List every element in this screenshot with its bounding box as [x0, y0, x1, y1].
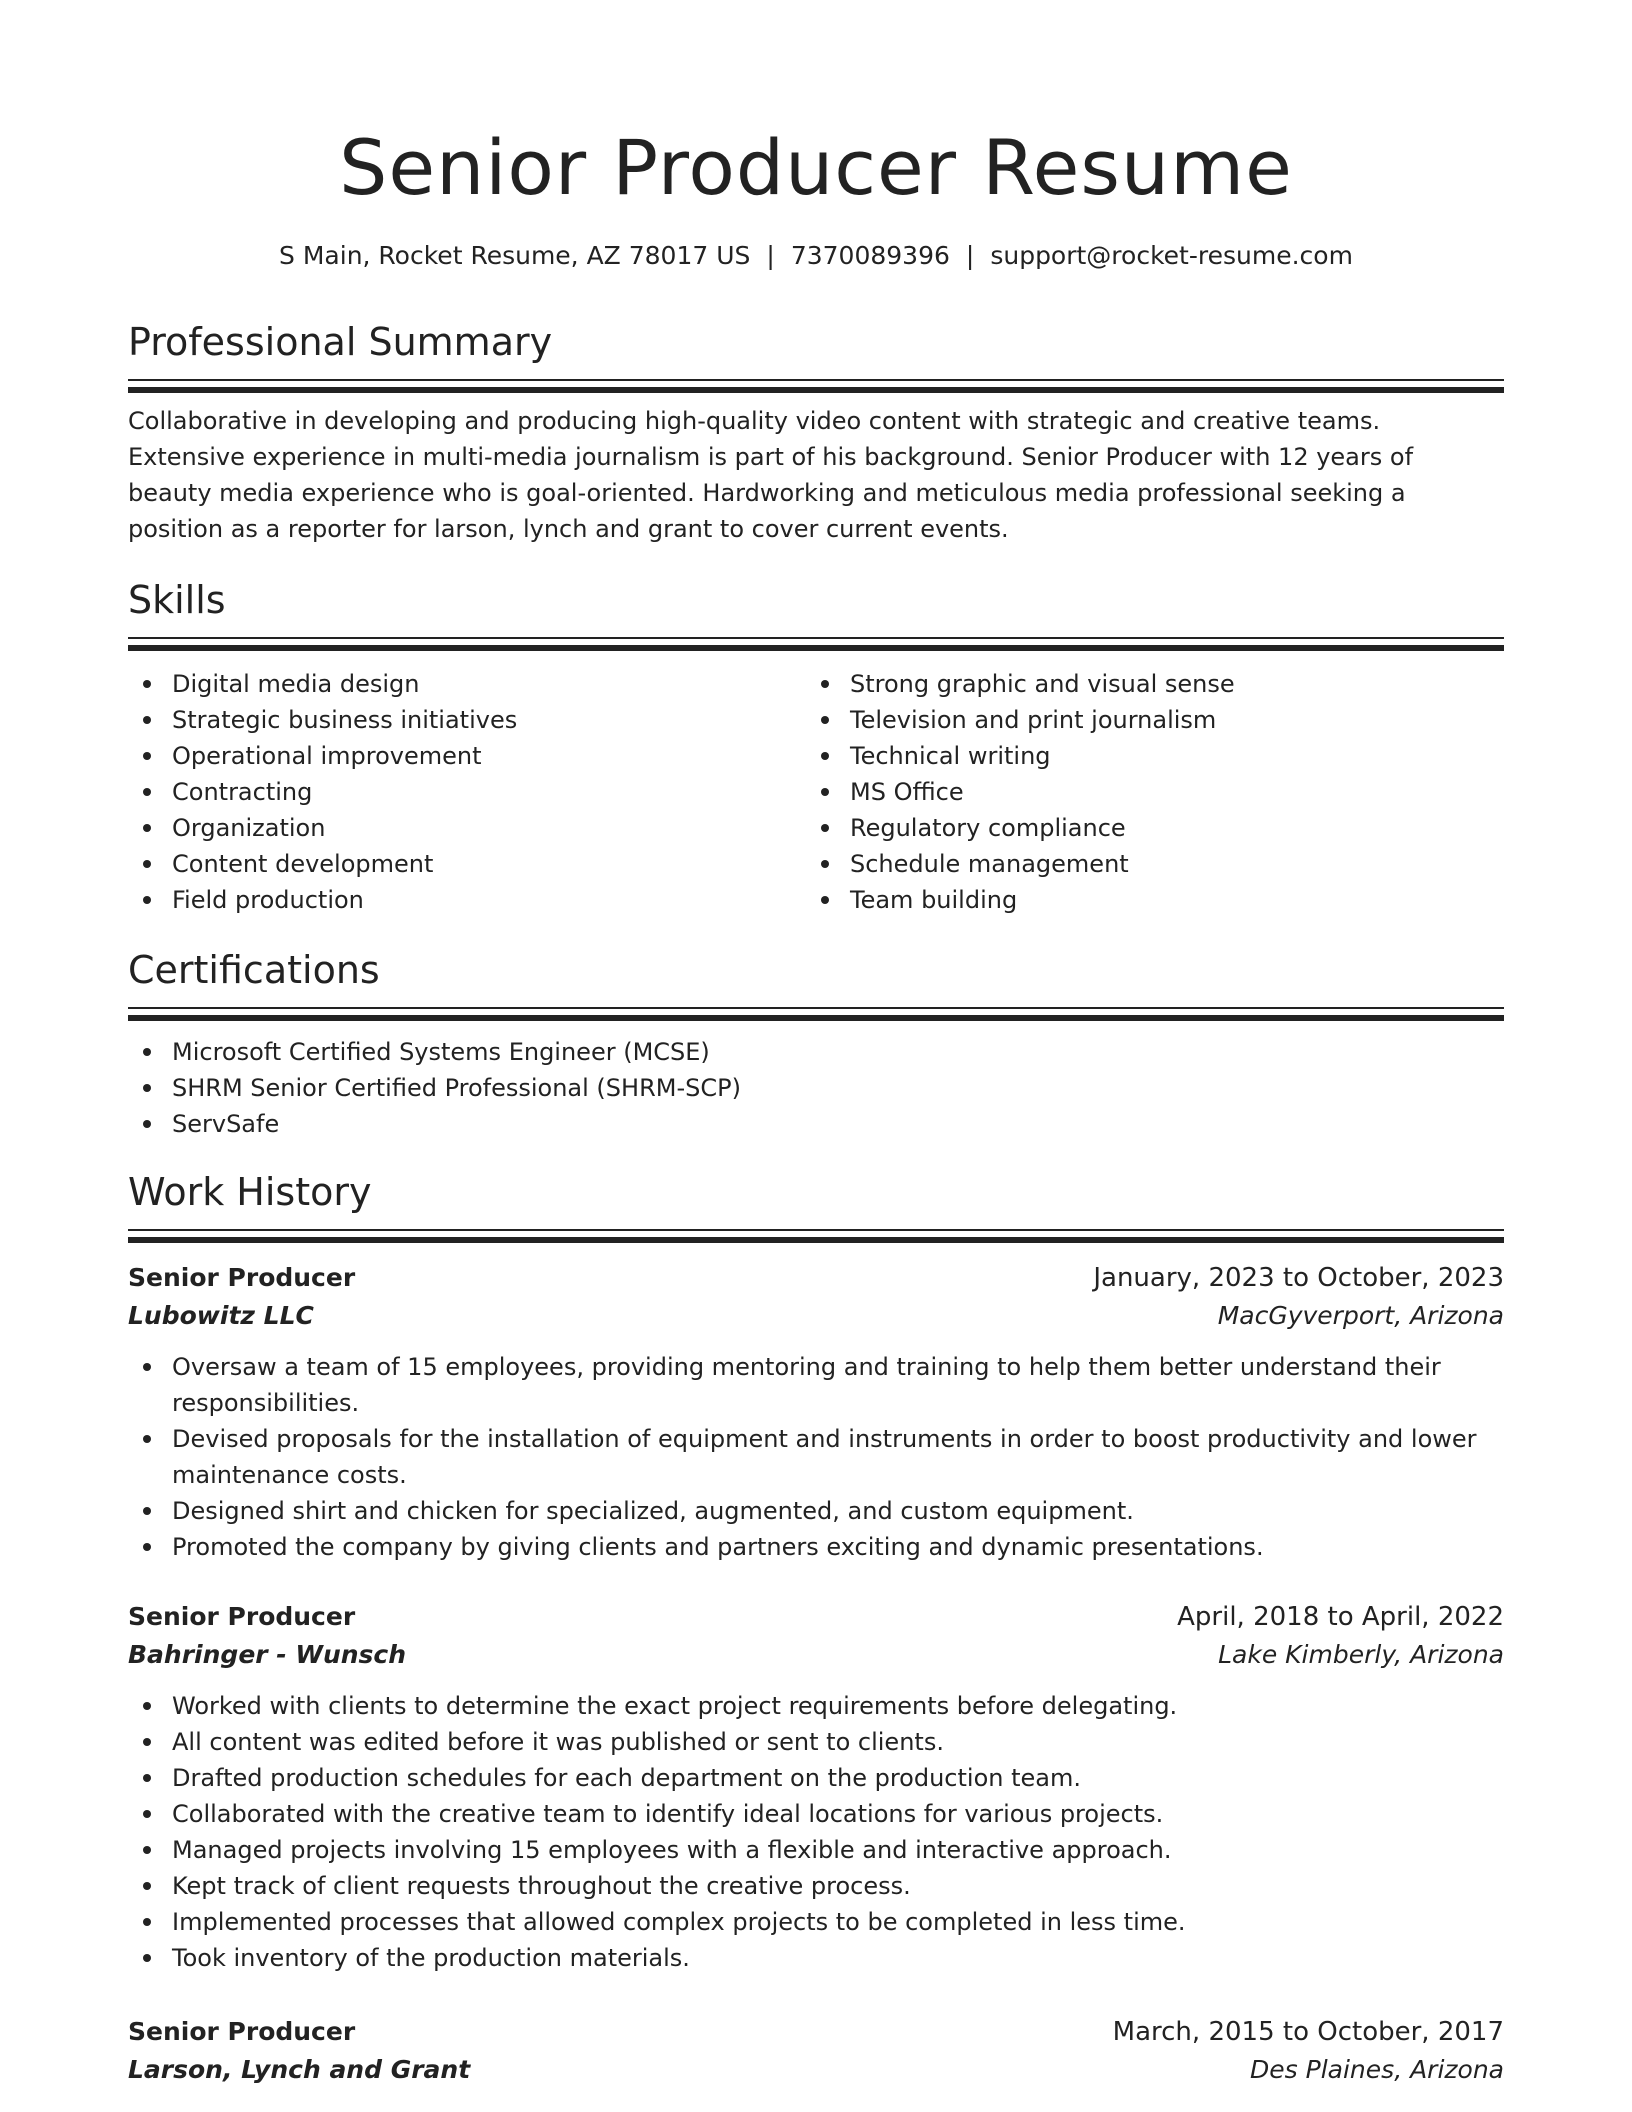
summary-heading: Professional Summary [128, 320, 553, 364]
job-entry [128, 2013, 1504, 2089]
skills-list-right [806, 666, 1456, 918]
job-location: MacGyverport, Arizona [1217, 1301, 1504, 1330]
contact-address: S Main, Rocket Resume, AZ 78017 US [279, 241, 751, 270]
job-dates: January, 2023 to October, 2023 [1093, 1263, 1504, 1293]
certification-item: ServSafe [128, 1106, 1504, 1142]
job-bullet: Devised proposals for the installation of equipment and instruments in order to boost productivity and lower maintenance costs. [128, 1421, 1504, 1493]
skill-item: MS Office [806, 774, 1456, 810]
contact-separator: | [965, 241, 975, 270]
section-divider [128, 1229, 1504, 1231]
section-divider [128, 379, 1504, 381]
job-bullet: Implemented processes that allowed complex projects to be completed in less time. [128, 1904, 1504, 1940]
skill-item: Regulatory compliance [806, 810, 1456, 846]
job-bullets [128, 1688, 1504, 1976]
job-company: Larson, Lynch and Grant [128, 2055, 471, 2084]
job-company: Lubowitz LLC [128, 1301, 314, 1330]
skills-list-left [128, 666, 778, 918]
job-bullet: Collaborated with the creative team to identify ideal locations for various projects. [128, 1796, 1504, 1832]
certifications-heading: Certifications [128, 948, 380, 992]
skill-item: Content development [128, 846, 778, 882]
section-divider [128, 1007, 1504, 1009]
skill-item: Television and print journalism [806, 702, 1456, 738]
job-bullet: Worked with clients to determine the exact project requirements before delegating. [128, 1688, 1504, 1724]
job-bullet: Kept track of client requests throughout the creative process. [128, 1868, 1504, 1904]
page-title: Senior Producer Resume [339, 123, 1293, 212]
skill-item: Team building [806, 882, 1456, 918]
job-bullet: Promoted the company by giving clients and partners exciting and dynamic presentations. [128, 1529, 1504, 1565]
job-position: Senior Producer [128, 1263, 356, 1292]
skills-section-header [128, 576, 1504, 651]
contact-line [128, 238, 1504, 274]
job-bullet: Managed projects involving 15 employees with a flexible and interactive approach. [128, 1832, 1504, 1868]
section-divider [128, 637, 1504, 639]
section-divider [128, 387, 1504, 393]
job-dates: April, 2018 to April, 2022 [1177, 1602, 1504, 1632]
section-divider [128, 1237, 1504, 1243]
job-dates: March, 2015 to October, 2017 [1112, 2017, 1504, 2047]
contact-phone: 7370089396 [790, 241, 950, 270]
job-company: Bahringer - Wunsch [128, 1640, 407, 1669]
work-heading: Work History [128, 1170, 372, 1214]
contact-separator: | [766, 241, 775, 270]
job-bullet: All content was edited before it was published or sent to clients. [128, 1724, 1504, 1760]
job-bullet: Oversaw a team of 15 employees, providing mentoring and training to help them better understand their responsibilities. [128, 1349, 1504, 1421]
skill-item: Strong graphic and visual sense [806, 666, 1456, 702]
skill-item: Technical writing [806, 738, 1456, 774]
skill-item: Operational improvement [128, 738, 778, 774]
job-bullet: Designed shirt and chicken for specialized, augmented, and custom equipment. [128, 1493, 1504, 1529]
job-location: Des Plaines, Arizona [1250, 2055, 1504, 2084]
skill-item: Strategic business initiatives [128, 702, 778, 738]
summary-text: Collaborative in developing and producing high-quality video content with strategic and creative teams. Extensive experience in multi-media journalism is part of his background. Senior Producer with 12 years of beauty media experience who is goal-oriented. Hardworking and meticulous media professional seeking a position as a reporter for larson, lynch and grant to cover current events. [128, 407, 1414, 543]
job-position: Senior Producer [128, 1602, 356, 1631]
section-divider [128, 1015, 1504, 1021]
job-entry [128, 1598, 1504, 1976]
skills-heading: Skills [128, 578, 226, 622]
skill-item: Field production [128, 882, 778, 918]
skill-item: Digital media design [128, 666, 778, 702]
job-position: Senior Producer [128, 2017, 356, 2046]
job-entry [128, 1259, 1504, 1565]
job-location: Lake Kimberly, Arizona [1218, 1640, 1504, 1669]
certification-item: Microsoft Certified Systems Engineer (MCSE) [128, 1034, 1504, 1070]
job-bullet: Took inventory of the production materials. [128, 1940, 1504, 1976]
certifications-section-header [128, 946, 1504, 1021]
summary-section-header [128, 318, 1504, 393]
contact-email: support@rocket-resume.com [990, 241, 1353, 270]
section-divider [128, 645, 1504, 651]
job-bullet: Drafted production schedules for each department on the production team. [128, 1760, 1504, 1796]
work-section-header [128, 1168, 1504, 1243]
skill-item: Schedule management [806, 846, 1456, 882]
certification-item: SHRM Senior Certified Professional (SHRM-SCP) [128, 1070, 1504, 1106]
job-bullets [128, 1349, 1504, 1565]
skill-item: Organization [128, 810, 778, 846]
skill-item: Contracting [128, 774, 778, 810]
certifications-list [128, 1034, 1504, 1142]
